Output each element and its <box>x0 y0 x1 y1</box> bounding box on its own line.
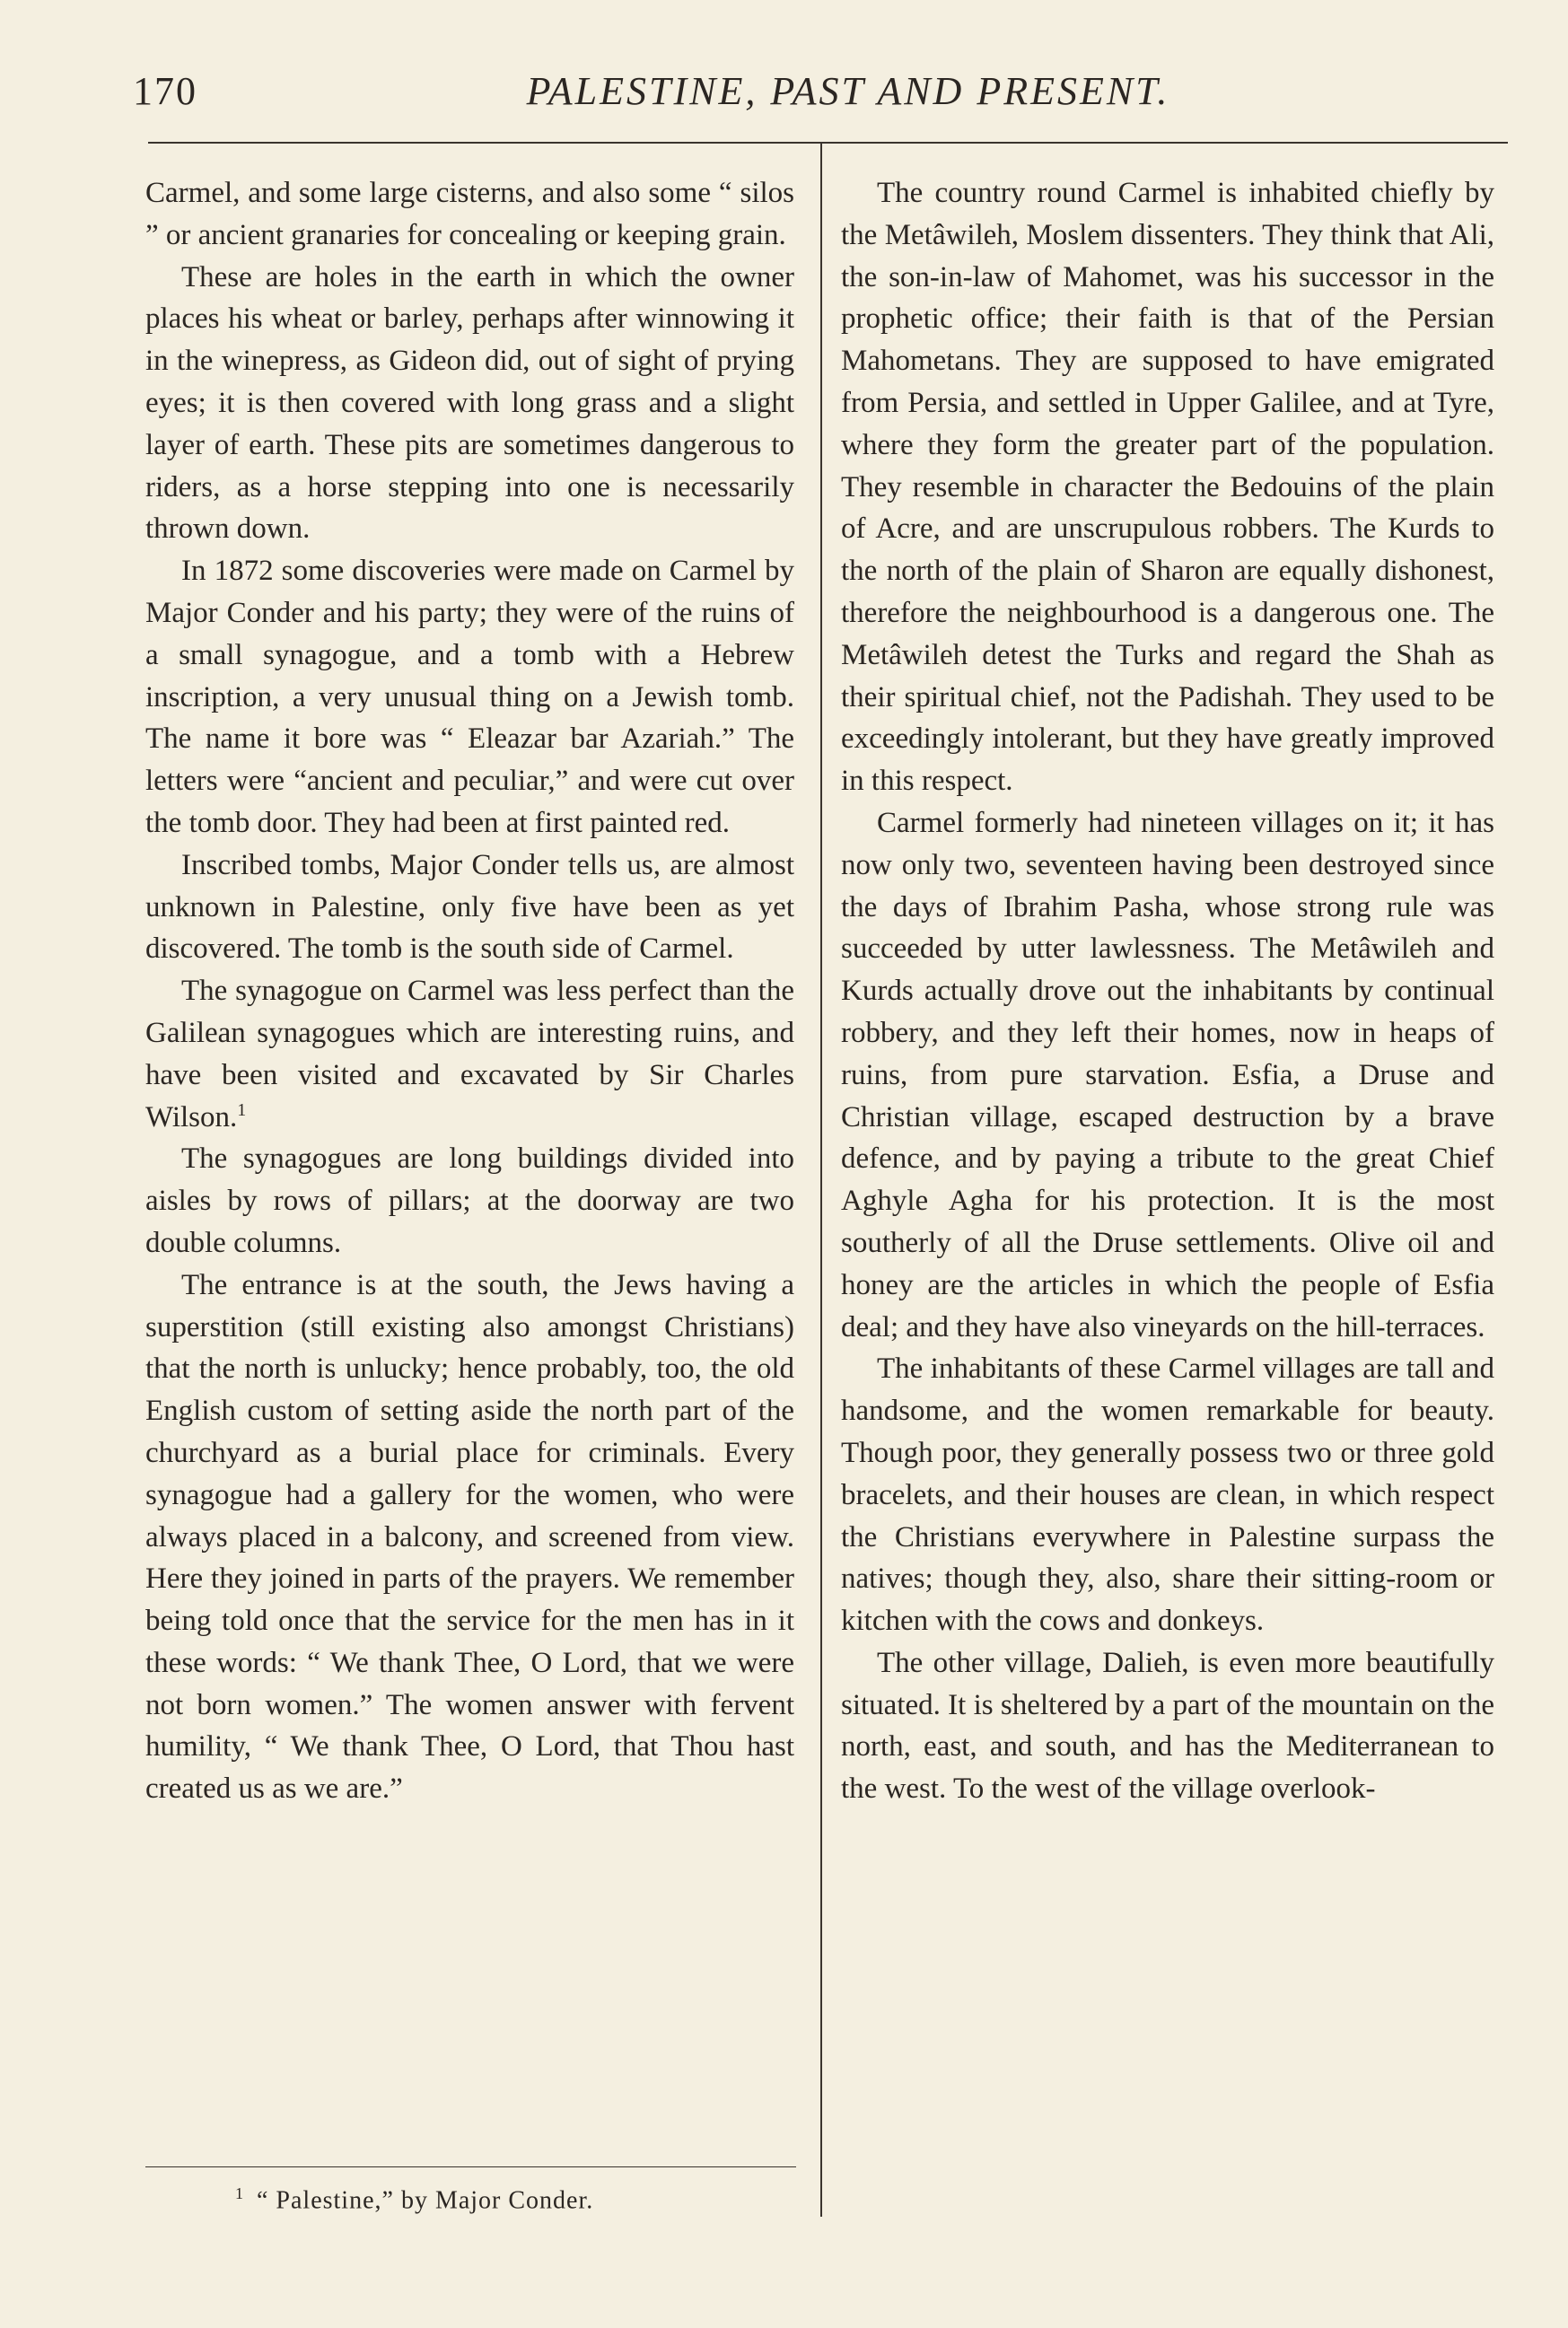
footnote-reference: 1 <box>237 1099 247 1120</box>
footnote <box>235 2184 593 2215</box>
running-title: PALESTINE, PAST AND PRESENT. <box>526 69 1170 113</box>
page-number: 170 <box>133 69 197 113</box>
paragraph-with-footnote <box>145 970 794 1138</box>
paragraph: The inhabitants of these Carmel villages are tall and handsome, and the women remarkable for beauty. Though poor, they generally possess two or three gold bracelets, and their houses are clean, in which respect the Christians everywhere in Palestine surpass the natives; though they, also, share their sitting-room or kitchen with the cows and donkeys. <box>841 1352 1494 1638</box>
paragraph: The entrance is at the south, the Jews having a superstition (still existing also amongst Christians) that the north is unlucky; hence probably, too, the old English custom of setting aside the north part of the churchyard as a burial place for criminals. Every synagogue had a gallery for the women, who were always placed in a balcony, and screened from view. Here they joined in parts of the prayers. We remember being told once that the service for the men has in it these words: “ We thank Thee, O Lord, that we were not born women.” The women answer with fervent humility, “ We thank Thee, O Lord, that Thou hast created us as we are.” <box>145 1268 794 1806</box>
paragraph: In 1872 some discoveries were made on Carmel by Major Conder and his party; they were of the ruins of a small synagogue, and a tomb with a Hebrew inscription, a very unusual thing on a Jewish tomb. The name it bore was “ Eleazar bar Azariah.” The letters were “ancient and peculiar,” and were cut over the tomb door. They had been at first painted red. <box>145 555 794 839</box>
paragraph: The other village, Dalieh, is even more beautifully situated. It is sheltered by a part of the mountain on the north, east, and south, and has the Mediterranean to the west. To the west of the village overlook- <box>841 1646 1494 1806</box>
left-column <box>145 172 794 1810</box>
paragraph: The country round Carmel is inhabited chiefly by the Metâwileh, Moslem dissenters. They think that Ali, the son-in-law of Mahomet, was his successor in the prophetic office; their faith is that of the Persian Mahometans. They are supposed to have emigrated from Persia, and settled in Upper Galilee, and at Tyre, where they form the greater part of the population. They resemble in character the Bedouins of the plain of Acre, and are unscrupulous robbers. The Kurds to the north of the plain of Sharon are equally dishonest, therefore the neighbourhood is a dangerous one. The Metâwileh detest the Turks and regard the Shah as their spiritual chief, not the Padishah. They used to be exceedingly intolerant, but they have greatly improved in this respect. <box>841 177 1494 798</box>
column-divider <box>820 144 822 2217</box>
paragraph: Carmel formerly had nineteen villages on it; it has now only two, seventeen having been destroyed since the days of Ibrahim Pasha, whose strong rule was succeeded by utter lawlessness. The Metâwileh and Kurds actually drove out the inhabitants by continual robbery, and they left their homes, now in heaps of ruins, from pure starvation. Esfia, a Druse and Christian village, escaped destruction by a brave defence, and by paying a tribute to the great Chief Aghyle Agha for his protection. It is the most southerly of all the Druse settlements. Olive oil and honey are the articles in which the people of Esfia deal; and they have also vineyards on the hill-terraces. <box>841 806 1494 1343</box>
footnote-mark: 1 <box>235 2184 244 2202</box>
paragraph: Inscribed tombs, Major Conder tells us, are almost unknown in Palestine, only five have been as yet discovered. The tomb is the south side of Carmel. <box>145 848 794 966</box>
footnote-text: “ Palestine,” by Major Conder. <box>257 2186 594 2215</box>
paragraph: These are holes in the earth in which the owner places his wheat or barley, perhaps after winnowing it in the winepress, as Gideon did, out of sight of prying eyes; it is then covered with long grass and a slight layer of earth. These pits are sometimes dangerous to riders, as a horse stepping into one is necessarily thrown down. <box>145 260 794 546</box>
right-column <box>841 172 1494 1810</box>
paragraph: The synagogues are long buildings divided into aisles by rows of pillars; at the doorway are two double columns. <box>145 1142 794 1259</box>
paragraph: Carmel, and some large cisterns, and also some “ silos ” or ancient granaries for concealing or keeping grain. <box>145 177 794 251</box>
header-rule <box>148 142 1508 144</box>
paragraph-text: The synagogue on Carmel was less perfect than the Galilean synagogues which are interesting ruins, and have been visited and excavated by Sir Charles Wilson. <box>145 975 794 1133</box>
footnote-rule <box>145 2166 796 2167</box>
